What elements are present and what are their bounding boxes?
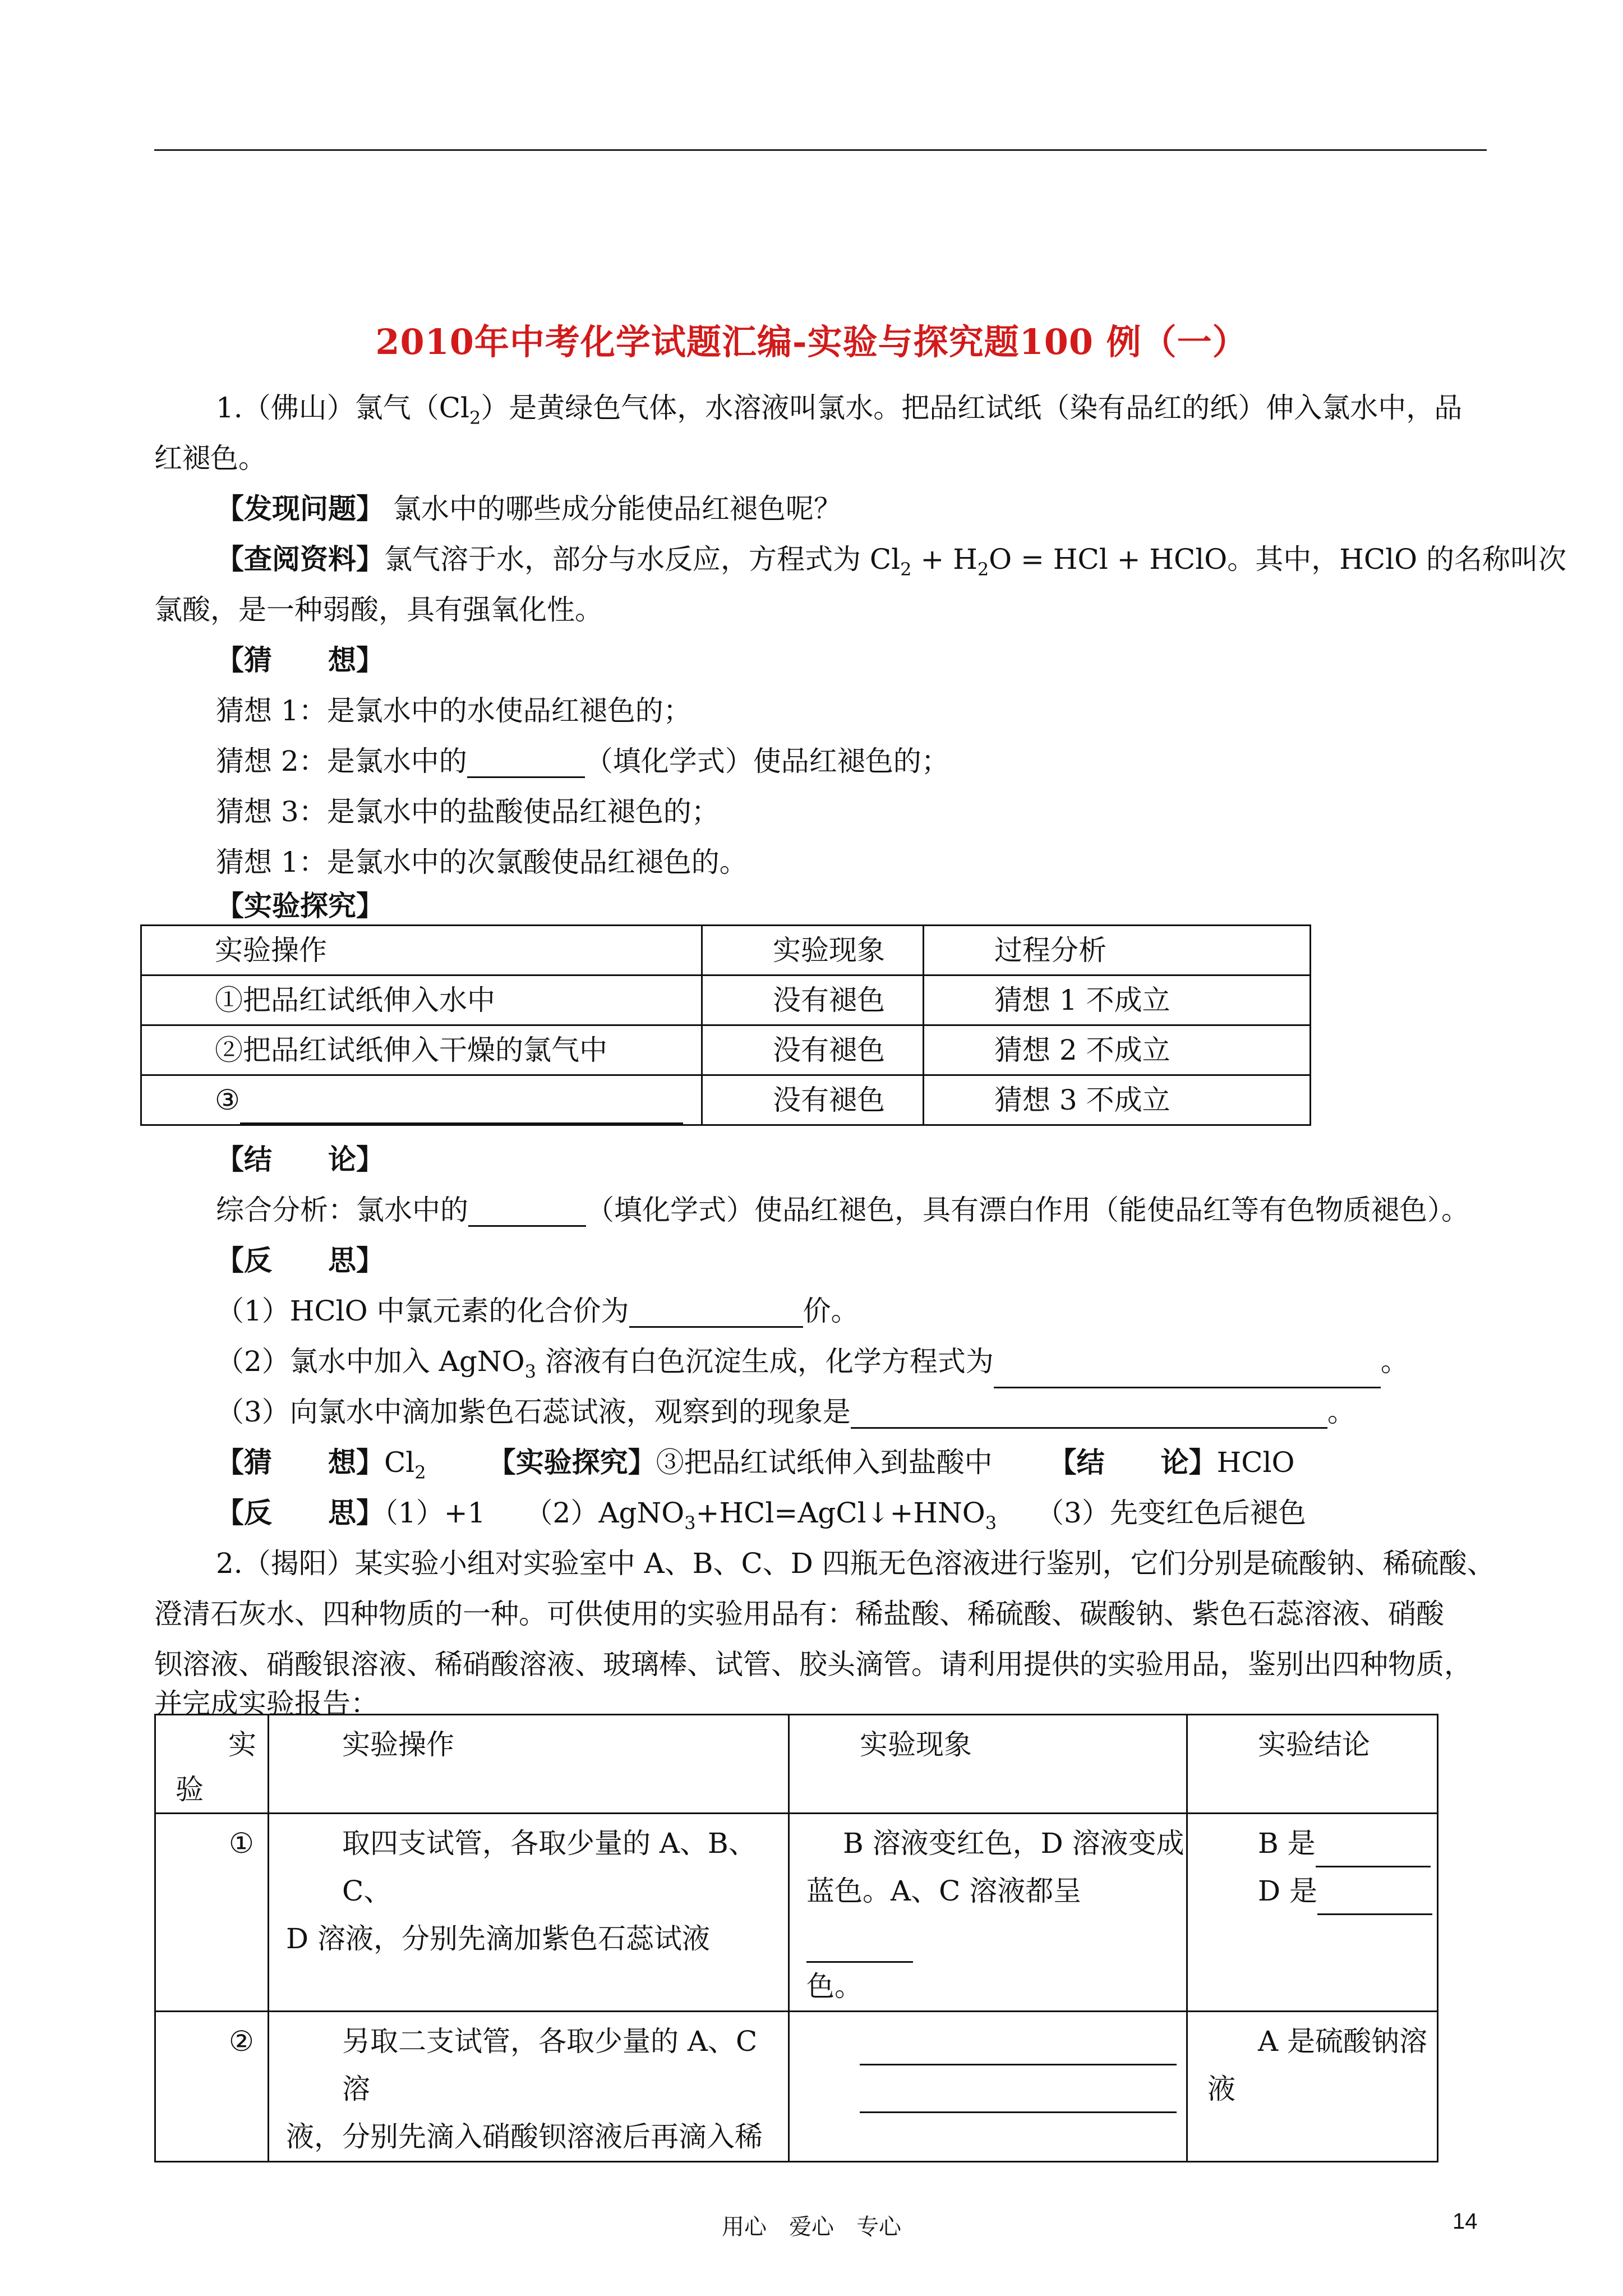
q1-reflect-label: 【反 思】 [216, 1244, 384, 1277]
table-header-cell: 实验操作 [141, 926, 702, 976]
table-cell: 另取二支试管，各取少量的 A、C 溶 液，分别先滴入硝酸钡溶液后再滴入稀 [269, 2012, 789, 2162]
table-cell: ① [155, 1814, 269, 2012]
q2-line1: 2.（揭阳）某实验小组对实验室中 A、B、C、D 四瓶无色溶液进行鉴别，它们分别是硫酸钠、稀硫酸、 [216, 1547, 1495, 1580]
table-cell: B 溶液变红色，D 溶液变成 蓝色。A、C 溶液都呈 色。 [789, 1814, 1187, 2012]
q1-intro-line1: 1.（佛山）氯气$(Cl_2)$是黄绿色气体，水溶液叫氯水。把品红试纸（染有品红的纸）伸入氯水中，品 [216, 392, 1463, 429]
d-blank [1317, 1885, 1432, 1915]
phen-blank-1 [860, 2041, 1177, 2065]
page-title: 2010年中考化学试题汇编-实验与探究题100 例（一） [375, 321, 1248, 362]
table-header-cell: 过程分析 [924, 926, 1311, 976]
q2-line2: 澄清石灰水、四种物质的一种。可供使用的实验用品有：稀盐酸、稀硫酸、碳酸钠、紫色石蕊溶液、硝酸 [154, 1598, 1444, 1630]
reflect3-blank [851, 1399, 1327, 1429]
guess2-blank [467, 748, 585, 778]
table-cell: 取四支试管，各取少量的 A、B、C、 D 溶液，分别先滴加紫色石蕊试液 [269, 1814, 789, 2012]
q1-consult: 【查阅资料】氯气溶于水，部分与水反应，方程式为 $Cl_2 + H_2O$ = HCl + HClO。其中，HClO 的名称叫次 [216, 542, 1566, 580]
b-blank [1316, 1838, 1431, 1867]
q1-intro-line2: 红褪色。 [154, 442, 266, 475]
table-cell: A 是硫酸钠溶 液 [1187, 2012, 1438, 2162]
table-cell: 没有褪色 [702, 1025, 924, 1075]
table-cell: 没有褪色 [702, 1075, 924, 1125]
page-number: 14 [1453, 2209, 1478, 2234]
color-blank [806, 1933, 913, 1963]
table-cell: ② [155, 2012, 269, 2162]
q1-conclusion-label: 【结 论】 [216, 1143, 384, 1176]
q1-guess-label: 【猜 想】 [216, 643, 384, 677]
table-row [155, 2012, 1438, 2162]
reflect1-blank [629, 1298, 803, 1328]
q2-line3: 钡溶液、硝酸银溶液、稀硝酸溶液、玻璃棒、试管、胶头滴管。请利用提供的实验用品，鉴别出四种物质， [154, 1648, 1472, 1681]
table-cell: ②把品红试纸伸入干燥的氯气中 [141, 1025, 702, 1075]
phen-blank-2 [860, 2089, 1177, 2113]
q1-guess2: 猜想 2：是氯水中的 （填化学式）使品红褪色的； [216, 745, 949, 777]
table-cell: ③ [141, 1075, 702, 1125]
q1-answer-line1: 【猜 想】$Cl_2$ 【实验探究】③把品红试纸伸入到盐酸中 【结 论】HClO [216, 1446, 1295, 1483]
table-cell: 猜想 3 不成立 [924, 1075, 1311, 1125]
table-header-cell: 实 验 [155, 1715, 269, 1814]
q1-explore-label: 【实验探究】 [216, 889, 384, 922]
table-cell [789, 2012, 1187, 2162]
q1-conclusion: 综合分析：氯水中的 （填化学式）使品红褪色，具有漂白作用（能使品红等有色物质褪色）。 [216, 1194, 1469, 1226]
table-header-cell: 实验现象 [789, 1715, 1187, 1814]
table-row [155, 1814, 1438, 2012]
table-row [141, 976, 1311, 1025]
reflect2-blank [994, 1359, 1381, 1388]
table-header-cell: 实验现象 [702, 926, 924, 976]
q1-guess4: 猜想 1：是氯水中的次氯酸使品红褪色的。 [216, 846, 748, 878]
q1-reflect1: （1）HClO 中氯元素的化合价为 价。 [216, 1295, 859, 1327]
q1-reflect3: （3）向氯水中滴加紫色石蕊试液，观察到的现象是 。 [216, 1396, 1355, 1428]
q1-guess1: 猜想 1：是氯水中的水使品红褪色的； [216, 694, 691, 727]
table-header-cell: 实验操作 [269, 1715, 789, 1814]
q1-answer-line2: 【反 思】（1）+1 $(2)AgNO_3+HCl=AgCl↓+HNO_3$ （3）先变红色后褪色 [216, 1496, 1306, 1534]
table-cell: 猜想 1 不成立 [924, 976, 1311, 1025]
table-header-row [155, 1715, 1438, 1814]
header-rule [154, 149, 1487, 151]
footer-motto: 用心 爱心 专心 [722, 2214, 901, 2240]
q1-consult-line2: 氯酸，是一种弱酸，具有强氧化性。 [154, 593, 603, 626]
q1-guess3: 猜想 3：是氯水中的盐酸使品红褪色的； [216, 795, 720, 828]
table-header-row [141, 926, 1311, 976]
q1-reflect2: （2）氯水中加入 AgNO$_3$ 溶液有白色沉淀生成，化学方程式为 。 [216, 1345, 1551, 1388]
table-header-cell: 实验结论 [1187, 1715, 1438, 1814]
q1-experiment-table [140, 924, 1311, 1126]
q2-experiment-table [154, 1714, 1438, 2162]
q1-discover: 【发现问题】 氯水中的哪些成分能使品红褪色呢？ [216, 492, 842, 525]
table-cell: B 是 D 是 [1187, 1814, 1438, 2012]
table-cell: 猜想 2 不成立 [924, 1025, 1311, 1075]
conclusion-blank [468, 1197, 586, 1227]
table-row [141, 1025, 1311, 1075]
table-row [141, 1075, 1311, 1125]
table-cell: 没有褪色 [702, 976, 924, 1025]
table-cell: ①把品红试纸伸入水中 [141, 976, 702, 1025]
row3-blank [240, 1089, 683, 1124]
q2-line4: 并完成实验报告： [154, 1687, 379, 1720]
